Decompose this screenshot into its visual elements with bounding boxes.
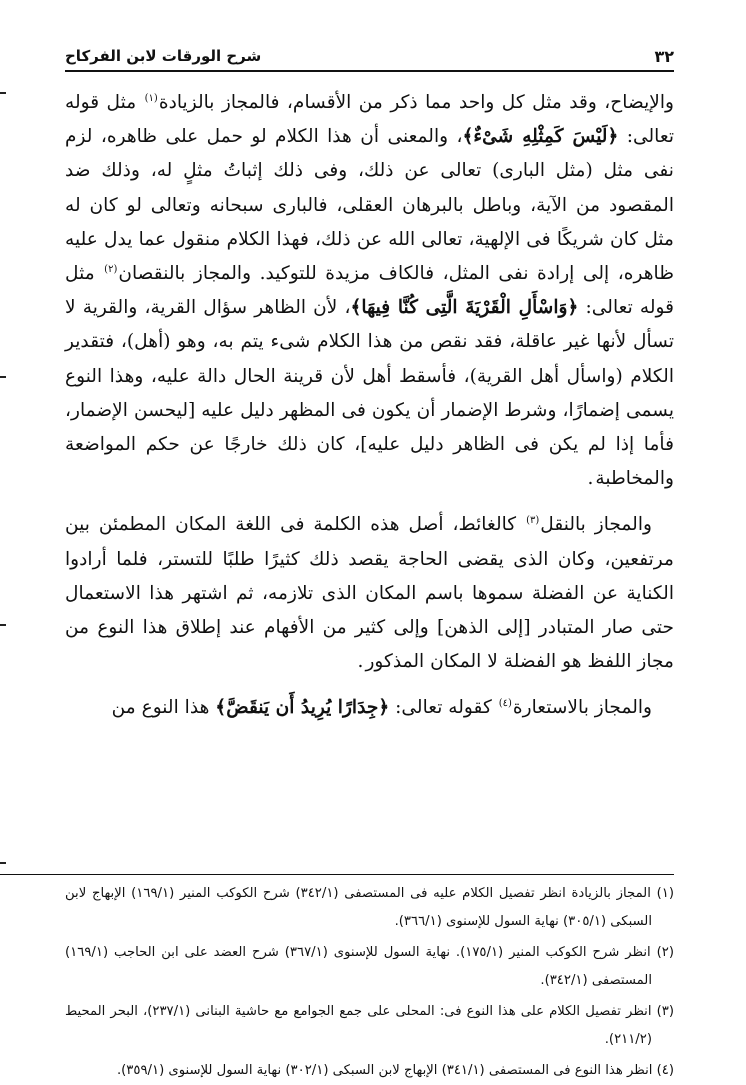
full-stop: . <box>587 468 594 490</box>
text-run: والإيضاح، وقد مثل كل واحد مما ذكر من الأقسام، فالمجاز بالزيادة <box>158 92 674 113</box>
footnote-3: (٣) انظر تفصيل الكلام على هذا النوع فى: المحلى على جمع الجوامع مع حاشية البنانى (٢٣٧/١)، البحر المحيط (٢١١/٢). <box>65 1004 674 1047</box>
footnotes <box>65 880 674 1085</box>
text-run: هذا النوع من <box>111 697 216 719</box>
text-run: ، لأن الظاهر سؤال القرية، والقرية لا تسأل لأنها غير عاقلة، فقد نقص من هذا الكلام شىء يتم به، وهو (أهل)، فتقدير الكلام (واسأل أهل القرية)، فأسقط أهل لأن قرينة الحال دالة عليه، وهذا النوع يسمى إضمارًا، وشرط الإضمار أن يكون فى المظهر دليل عليه [ليحسن الإضمار، فأما إذا لم يكن فى الظاهر دليل عليه]، كان ذلك خارجًا عن حكم المواضعة والمخاطبة <box>65 297 674 490</box>
full-stop: . <box>357 651 364 673</box>
footnote-1: (١) المجاز بالزيادة انظر تفصيل الكلام عليه فى المستصفى (٣٤٢/١) شرح الكوكب المنير (١٦٩/١) الإبهاج لابن السبكى (٣٠٥/١) نهاية السول للإسنوى (٣٦٦/١). <box>65 886 674 929</box>
paragraph-2 <box>65 508 674 679</box>
running-title: شرح الورقات لابن الفركاح <box>65 47 262 65</box>
main-text <box>65 86 674 726</box>
page-header <box>65 42 674 72</box>
paragraph-1 <box>65 86 674 496</box>
page-number: ٣٢ <box>654 46 674 66</box>
margin-mark <box>0 376 6 378</box>
quran-verse: ﴿جِدَارًا يُرِيدُ أَن يَنقَضَّ﴾ <box>215 697 390 719</box>
footnote-ref-1: (١) <box>144 92 158 104</box>
quran-verse: ﴿وَاسْأَلِ الْقَرْيَةَ الَّتِى كُنَّا فِيهَا﴾ <box>350 297 579 319</box>
quran-verse: ﴿لَيْسَ كَمِثْلِهِ شَىْءٌ﴾ <box>462 126 619 148</box>
text-run: والمجاز بالاستعارة <box>512 697 652 719</box>
text-run: مثل قوله تعالى: <box>65 263 675 319</box>
text-run: مثل قوله تعالى: <box>65 92 674 148</box>
text-run: ، والمعنى أن هذا الكلام لو حمل على ظاهره، لزم نفى مثل (مثل البارى) تعالى عن ذلك، وفى ذلك إثباتُ مثلٍ له، وذلك ضد المقصود من الآية، وباطل بالبرهان العقلى، فالبارى سبحانه وتعالى لو كان له مثل كان شريكًا فى الإلهية، تعالى الله عن ذلك، فهذا الكلام منقول عما يدل عليه ظاهره، إلى إرادة نفى المثل، فالكاف مزيدة للتوكيد. والمجاز بالنقصان <box>65 126 674 285</box>
margin-mark <box>0 624 6 626</box>
text-run: والمجاز بالنقل <box>540 514 652 536</box>
margin-mark <box>0 862 6 864</box>
footnote-ref-3: (٣) <box>526 515 540 527</box>
footnote-4: (٤) انظر هذا النوع فى المستصفى (٣٤١/١) الإبهاج لابن السبكى (٣٠٢/١) نهاية السول للإسنوى (٣٥٩/١). <box>116 1063 674 1078</box>
footnote-separator <box>0 874 674 875</box>
footnote-ref-4: (٤) <box>498 698 512 710</box>
footnote-ref-2: (٢) <box>104 263 118 275</box>
text-run: كقوله تعالى: <box>389 697 498 719</box>
footnote-2: (٢) انظر شرح الكوكب المنير (١٧٥/١). نهاية السول للإسنوى (٣٦٧/١) شرح العضد على ابن الحاجب (١٦٩/١) المستصفى (٣٤٢/١). <box>65 945 674 988</box>
text-run: كالغائط، أصل هذه الكلمة فى اللغة المكان المطمئن بين مرتفعين، وكان الذى يقضى الحاجة يقصد ذلك كثيرًا طلبًا للتستر، فلما أرادوا الكناية عن الفضلة سموها باسم المكان الذى تلازمه، ثم اشتهر هذا الاستعمال حتى صار المتبادر [إلى الذهن] وإلى كثير من الأفهام عند إطلاق هذا النوع من مجاز اللفظ هو الفضلة لا المكان المذكور <box>65 514 674 673</box>
paragraph-3 <box>65 691 674 725</box>
margin-mark <box>0 92 6 94</box>
